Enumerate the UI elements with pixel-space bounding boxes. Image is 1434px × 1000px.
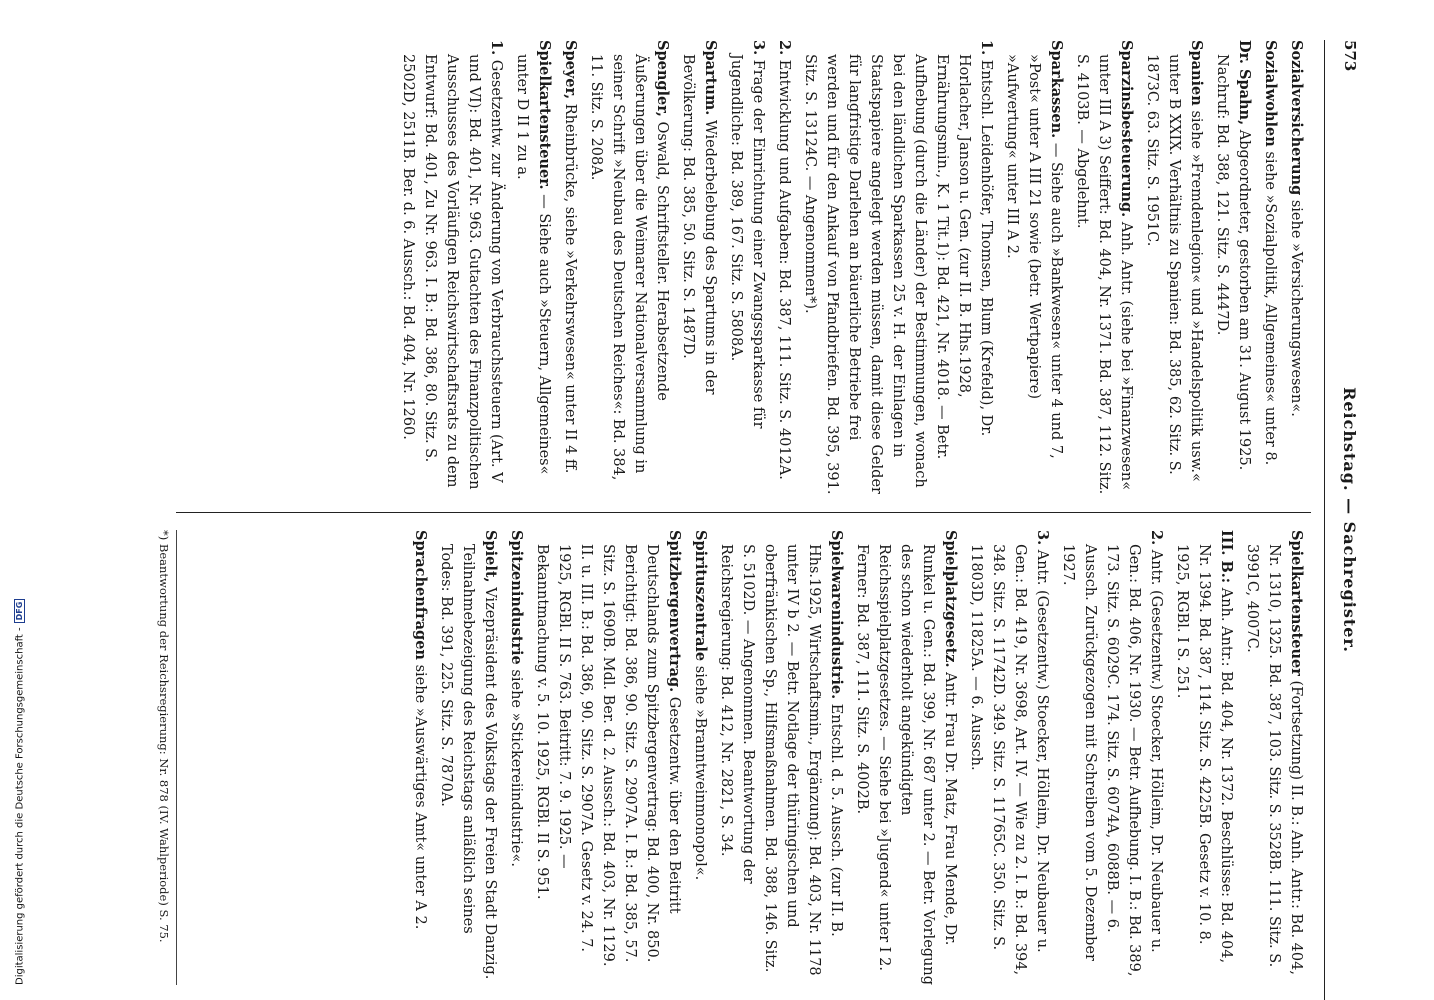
page-number: 573 [1341,40,1359,72]
entry-keyword: Sozialversicherung [1288,40,1305,196]
entry-text: — Siehe auch »Bankwesen« unter 4 und 7, »Post« unter A III 21 sowie (betr. Wertpapiere) »Aufwertung« unter III A 2. [1004,54,1064,459]
entry-text: Frage der Einrichtung einer Zwangssparkasse für Jugendliche: Bd. 389, 167. Sitz. S. 5808A. [728,54,766,429]
index-entry [1171,530,1237,985]
index-entry [505,530,527,985]
entry-text: Entschl. d. 5. Aussch. (zur II. B. Hhs.1925, Wirtschaftsmin., Ergänzung): Bd. 403, Nr. 1178 unter IV b 2. — Betr. Notlage der thüringischen und oberfränkischen Sp., Hilfsmaßnahmen. Bd. 388, 146. Sitz. S. 5102D. — Angenommen. Beantwortung der Reichsregierung: Bd. 412, Nr. 2821, S. 34. [718,544,844,976]
entry-text: siehe »Versicherungswesen«. [1288,199,1304,417]
entry-text: Rheinbrücke, siehe »Verkehrswesen« unter II 4 ff. [562,103,578,474]
left-column [405,530,1307,985]
index-entry [397,40,507,495]
entry-keyword: Spitzenindustrie [508,530,525,665]
entry-text: Anh. Antr. (siehe bei »Finanzwesen« unter III A 3) Seiffert: Bd. 404, Nr. 1371. Bd. 387, 112. Sitz. S. 4103B. — Abgelehnt. [1074,54,1134,495]
entry-text: Anh. Antr.: Bd. 404, Nr. 1372. Beschlüsse: Bd. 404, Nr. 1394. Bd. 387, 114. Sitz. S. 4225B. Gesetz v. 10. 8. 1925, RGBl. I S. 251. [1174,544,1234,964]
entry-text: Abgeordneter, gestorben am 31. August 1925. Nachruf: Bd. 388, 121. Sitz. S. 4447D. [1214,54,1252,471]
entry-keyword: Spitzbergenvertrag. [666,530,683,693]
entry-text: siehe »Fremdenlegion« und »Handelspolitik usw.« unter B XXIX. Verhältnis zu Spanien: Bd. 385, 62. Sitz. S. 1873C. 63. Sitz. S. 1951C. [1144,54,1204,482]
index-entry [1001,40,1067,495]
entry-keyword: 3. [750,40,767,56]
header-rule [1324,40,1325,1000]
dfg-logo: DFG [14,599,25,624]
entry-keyword: Spielwarenindustrie. [828,530,845,700]
column-divider [176,512,1311,513]
entry-keyword: 2. [776,40,793,56]
entry-text: siehe »Sozialpolitik, Allgemeines« unter 8. [1262,151,1278,466]
running-title: Reichstag. — Sachregister. [1340,387,1359,653]
entry-keyword: 2. [1148,530,1165,546]
entry-keyword: Sprachenfragen [412,530,429,660]
entry-keyword: Spielkartensteuer [1288,530,1305,676]
entry-keyword: Spartum. [702,40,719,116]
entry-keyword: 1. [978,40,995,56]
page-header [1327,40,1367,1000]
entry-text: Antr. (Gesetzentw.) Stoecker, Hölleim, Dr. Neubauer u. Gen.: Bd. 406, Nr. 1930. — Betr. Aufhebung. I. B.: Bd. 389, 173. Sitz. S. 6029C. 174. Sitz. S. 6074A, 6088B. — 6. Aussch. Zurückgezogen mit Schreiben vom 5. Dezember 1927. [1060,544,1164,977]
entry-text: (Fortsetzung) II. B.: Anh. Antr.: Bd. 404, Nr. 1310, 1325. Bd. 387, 103. Sitz. S. 3528B. 111. Sitz. S. 3991C, 4007C. [1244,544,1304,975]
entry-text: Antr. Frau Dr. Matz, Frau Mende, Dr. Runkel u. Gen.: Bd. 399, Nr. 687 unter 2. — Betr. Vorlegung des schon wiederholt angekündigten Reichsspielplatzgesetzes. — Siehe bei »Jugend« unter I 2. Ferner: Bd. 387, 111. Sitz. S. 4002B. [854,544,958,986]
entry-keyword: Spielplatzgesetz. [942,530,959,668]
entry-keyword: Sparzinsbesteuerung. [1118,40,1135,218]
entry-keyword: Spirituszentrale [692,530,709,662]
entry-text: Vizepräsident des Volkstags der Freien Stadt Danzig. Teilnahmebezeigung des Reichstags anläßlich seines Todes: Bd. 391, 225. Sitz. S. 7870A. [438,544,498,980]
index-entry [1241,530,1307,985]
entry-keyword: 3. [1034,530,1051,546]
footnote-text: *) Beantwortung der Reichsregierung: Nr. 878 (IV. Wahlperiode) S. 75. [157,530,171,943]
entry-keyword: Sozialwohlen [1262,40,1279,147]
index-entry [511,40,555,495]
index-entry [409,530,431,985]
entry-keyword: 1. [488,40,505,56]
index-entry [1071,40,1137,495]
index-entry [677,40,721,495]
index-entry [773,40,795,495]
index-entry [435,530,501,985]
entry-text: Entwicklung und Aufgaben: Bd. 387, 111. Sitz. S. 4012A. [776,59,792,480]
entry-text: Wiederbelebung des Spartums in der Bevölkerung: Bd. 385, 50. Sitz. S. 1487D. [680,54,718,395]
index-entry [1141,40,1207,495]
index-entry [531,530,685,985]
index-entry [715,530,847,985]
entry-keyword: Spengler, [654,40,671,117]
entry-text: Gesetzentw. über den Beitritt Deutschlands zum Spitzbergenvertrag: Bd. 400, Nr. 850. Berichtigt: Bd. 386, 90. Sitz. S. 2907A. I. B.: Bd. 385, 57. Sitz. S. 1690B. Mdl. Ber. d. 2. Aussch.: Bd. 403, Nr. 1129. II. u. III. B.: Bd. 386, 90. Sitz. S. 2907A. Gesetz v. 24. 7. 1925, RGBl. II S. 763. Beitritt: 7. 9. 1925. — Bekanntmachung v. 5. 10. 1925, RGBl. II S. 951. [534,544,682,967]
index-entry [1057,530,1167,985]
entry-text: Oswald, Schriftsteller. Herabsetzende Äußerungen über die Weimarer Nationalversammlung in seiner Schrift »Neubau des Deutschen Reiches«: Bd. 384, 11. Sitz. S. 208A. [588,54,670,481]
rotated-page [107,40,1367,1000]
digitization-credit [14,599,26,985]
entry-text: siehe »Branntweinmonopol«. [692,665,708,881]
index-entry [585,40,673,495]
entry-text: Gesetzentw. zur Änderung von Verbrauchssteuern (Art. V und VI): Bd. 401, Nr. 963. Gutachten des Finanzpolitischen Ausschusses des Vorläufigen Reichswirtschaftsrats zu dem Entwurf: Bd. 401, Zu Nr. 963. I. B.: Bd. 386, 80. Sitz. S. 2502D, 2511B. Ber. d. 6. Aussch.: Bd. 404, Nr. 1260. [400,54,504,490]
entry-keyword: Dr. Spahn, [1236,40,1253,126]
index-entry [851,530,961,985]
entry-keyword: Speyer, [562,40,579,100]
index-entry [725,40,769,495]
right-column [393,40,1307,495]
index-entry [559,40,581,495]
credit-text: Digitalisierung gefördert durch die Deutsche Forschungsgemeinschaft - [14,627,26,985]
entry-text: siehe »Stickereiindustrie«. [508,669,524,867]
entry-keyword: Sparkassen. [1048,40,1065,139]
entry-text: siehe »Auswärtiges Amt« unter A 2. [412,664,428,930]
entry-keyword: III. B.: [1218,530,1235,584]
index-entry [1285,40,1307,495]
entry-keyword: Spielkartensteuer. [536,40,553,190]
index-entry [799,40,997,495]
entry-text: — Siehe auch »Steuern, Allgemeines« unter D II 1 zu a. [514,54,552,475]
index-entry [1259,40,1281,495]
entry-keyword: Spanien [1188,40,1205,106]
index-entry [689,530,711,985]
entry-text: Entschl. Leidenhöfer, Thomsen, Blum (Krefeld), Dr. Horlacher, Janson u. Gen. (zur II. B. Hhs.1928, Ernährungsmin., K. 1 Tit.1): Bd. 421, Nr. 4018. — Betr. Aufhebung (durch die Länder) der Bestimmungen, wonach bei den ländlichen Sparkassen 25 v. H. der Einlagen in Staatspapiere angelegt werden müssen, damit diese Gelder für langfristige Darlehen an bäuerliche Betriebe frei werden und für den Ankauf von Pfandbriefen. Bd. 395, 391. Sitz. S. 13124C. — Angenommen*). [802,54,994,495]
index-entry [965,530,1053,985]
entry-keyword: Spielt, [482,530,499,583]
index-entry [1211,40,1255,495]
footnote [155,530,177,985]
entry-text: Antr. (Gesetzentw.) Stoecker, Hölleim, Dr. Neubauer u. Gen.: Bd. 419, Nr. 3698, Art. IV. — Wie zu 2. I. B.: Bd. 394, 348. Sitz. S. 11742D. 349. Sitz. S. 11765C. 350. Sitz. S. 11803D, 11825A. — 6. Aussch. [968,544,1050,976]
